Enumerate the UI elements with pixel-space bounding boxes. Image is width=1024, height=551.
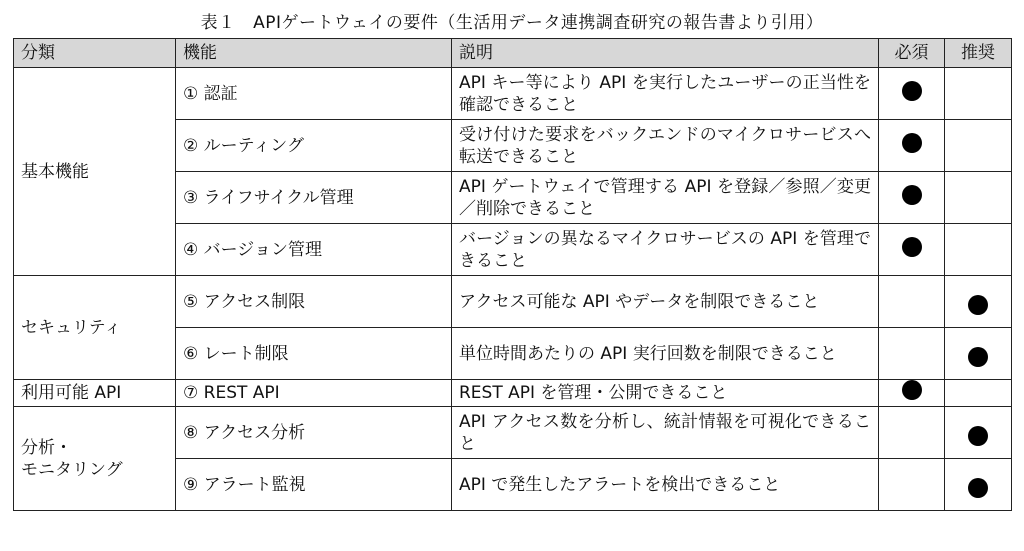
description-cell: 受け付けた要求をバックエンドのマイクロサービスへ転送できること <box>452 120 879 172</box>
header-row <box>14 39 1012 68</box>
recommended-cell <box>945 328 1012 380</box>
function-cell: ⑧ アクセス分析 <box>176 407 452 459</box>
function-cell: ① 認証 <box>176 68 452 120</box>
function-cell: ③ ライフサイクル管理 <box>176 172 452 224</box>
required-mark-icon <box>902 237 922 257</box>
category-cell: セキュリティ <box>14 276 176 380</box>
recommended-mark-icon <box>968 295 988 315</box>
header-required: 必須 <box>879 39 945 68</box>
recommended-cell <box>945 224 1012 276</box>
header-category: 分類 <box>14 39 176 68</box>
table-row <box>14 68 1012 120</box>
function-cell: ⑥ レート制限 <box>176 328 452 380</box>
recommended-cell <box>945 172 1012 224</box>
function-cell: ⑤ アクセス制限 <box>176 276 452 328</box>
required-mark-icon <box>902 133 922 153</box>
function-cell: ⑨ アラート監視 <box>176 459 452 511</box>
category-cell: 利用可能 API <box>14 380 176 407</box>
description-cell: 単位時間あたりの API 実行回数を制限できること <box>452 328 879 380</box>
requirements-table <box>13 38 1012 511</box>
table-caption: 表１ APIゲートウェイの要件（生活用データ連携調査研究の報告書より引用） <box>200 13 824 33</box>
function-cell: ② ルーティング <box>176 120 452 172</box>
description-cell: アクセス可能な API やデータを制限できること <box>452 276 879 328</box>
function-cell: ④ バージョン管理 <box>176 224 452 276</box>
description-cell: バージョンの異なるマイクロサービスの API を管理できること <box>452 224 879 276</box>
description-cell: REST API を管理・公開できること <box>452 380 879 407</box>
category-cell: 基本機能 <box>14 68 176 276</box>
recommended-mark-icon <box>968 426 988 446</box>
header-recommended: 推奨 <box>945 39 1012 68</box>
description-cell: API で発生したアラートを検出できること <box>452 459 879 511</box>
recommended-cell <box>945 276 1012 328</box>
required-cell <box>879 328 945 380</box>
function-cell: ⑦ REST API <box>176 380 452 407</box>
required-cell <box>879 276 945 328</box>
recommended-cell <box>945 120 1012 172</box>
description-cell: API アクセス数を分析し、統計情報を可視化できること <box>452 407 879 459</box>
recommended-cell <box>945 68 1012 120</box>
required-cell <box>879 120 945 172</box>
required-mark-icon <box>902 380 922 400</box>
category-cell: 分析・ モニタリング <box>14 407 176 511</box>
description-cell: API ゲートウェイで管理する API を登録／参照／変更／削除できること <box>452 172 879 224</box>
required-cell <box>879 172 945 224</box>
required-cell <box>879 380 945 407</box>
recommended-cell <box>945 459 1012 511</box>
required-cell <box>879 407 945 459</box>
required-cell <box>879 224 945 276</box>
recommended-mark-icon <box>968 478 988 498</box>
recommended-cell <box>945 380 1012 407</box>
table-row <box>14 407 1012 459</box>
required-cell <box>879 68 945 120</box>
recommended-mark-icon <box>968 347 988 367</box>
description-cell: API キー等により API を実行したユーザーの正当性を確認できること <box>452 68 879 120</box>
required-mark-icon <box>902 81 922 101</box>
header-function: 機能 <box>176 39 452 68</box>
table-row <box>14 276 1012 328</box>
header-description: 説明 <box>452 39 879 68</box>
required-mark-icon <box>902 185 922 205</box>
recommended-cell <box>945 407 1012 459</box>
table-row <box>14 380 1012 407</box>
required-cell <box>879 459 945 511</box>
